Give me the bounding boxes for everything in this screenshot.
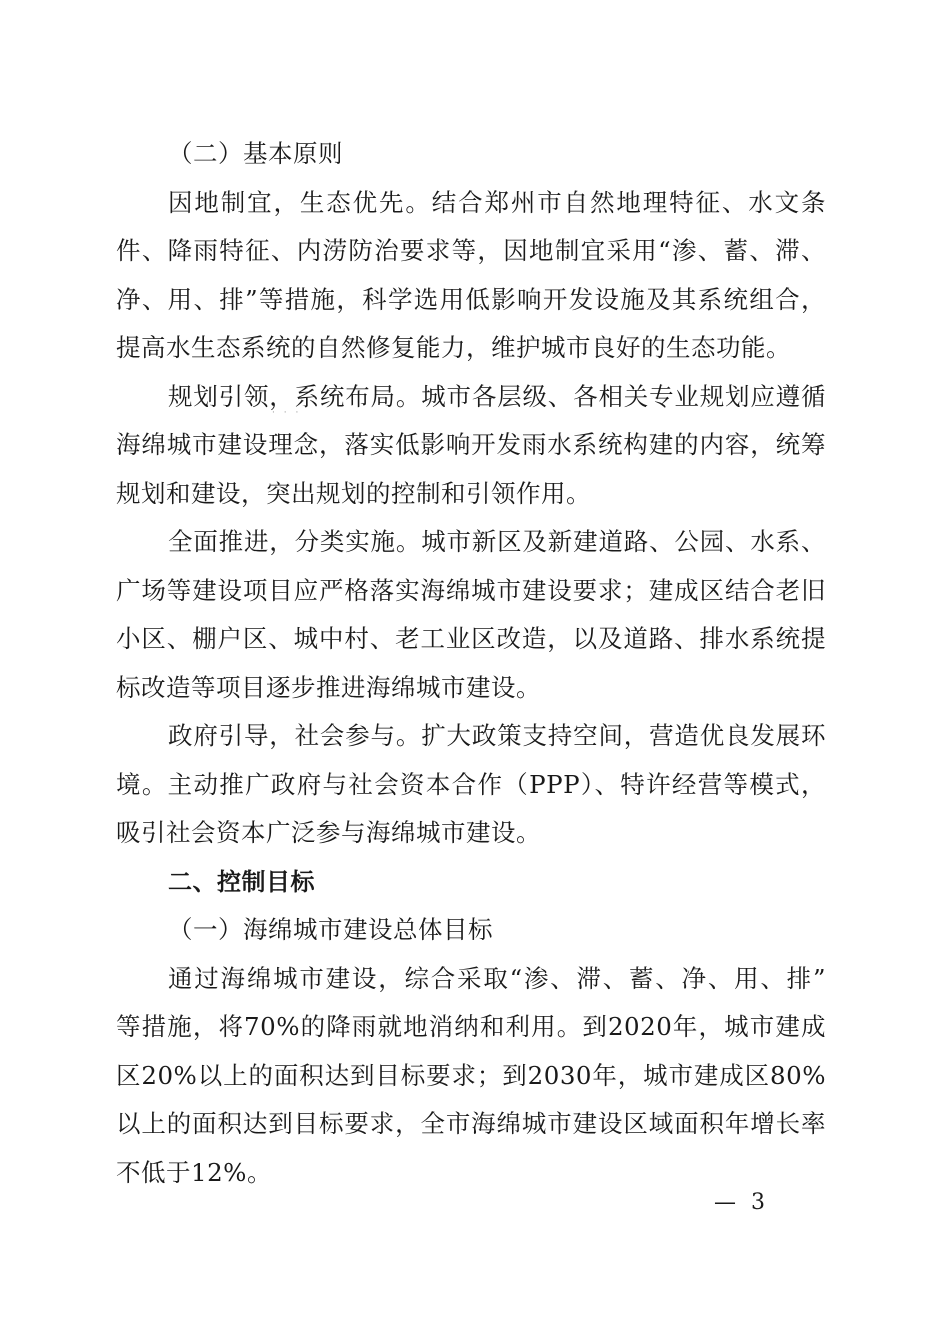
- paragraph-line: 提高水生态系统的自然修复能力，维护城市良好的生态功能。: [116, 333, 791, 362]
- paragraph-line: 不低于12%。: [116, 1157, 272, 1187]
- scan-speck-decoration: · · ·: [272, 408, 302, 418]
- paragraph-line: 以上的面积达到目标要求，全市海绵城市建设区域面积年增长率: [116, 1109, 826, 1138]
- section-heading-overall-target: （一）海绵城市建设总体目标: [168, 915, 493, 944]
- document-body: [116, 130, 826, 1197]
- chapter-heading-control-targets: 二、控制目标: [168, 867, 315, 896]
- paragraph-line: 件、降雨特征、内涝防治要求等，因地制宜采用“渗、蓄、滞、: [116, 236, 826, 265]
- section-heading-basic-principles: （二）基本原则: [168, 139, 343, 168]
- paragraph-line: 规划和建设，突出规划的控制和引领作用。: [116, 478, 591, 508]
- paragraph-line: 政府引导，社会参与。扩大政策支持空间，营造优良发展环: [168, 721, 826, 750]
- paragraph-line: 规划引领，系统布局。城市各层级、各相关专业规划应遵循: [168, 381, 826, 411]
- paragraph-line: 区20%以上的面积达到目标要求；到2030年，城市建成区80%: [116, 1060, 826, 1090]
- page-number: — 3: [714, 1190, 769, 1215]
- paragraph-line: 海绵城市建设理念，落实低影响开发雨水系统构建的内容，统筹: [116, 430, 826, 459]
- paragraph-line: 净、用、排”等措施，科学选用低影响开发设施及其系统组合，: [116, 284, 826, 314]
- paragraph-line: 广场等建设项目应严格落实海绵城市建设要求；建成区结合老旧: [116, 575, 826, 605]
- paragraph-line: 全面推进，分类实施。城市新区及新建道路、公园、水系、: [168, 527, 826, 556]
- paragraph-line: 境。主动推广政府与社会资本合作（PPP）、特许经营等模式，: [116, 769, 826, 799]
- paragraph-line: 通过海绵城市建设，综合采取“渗、滞、蓄、净、用、排”: [168, 963, 826, 993]
- paragraph-line: 吸引社会资本广泛参与海绵城市建设。: [116, 818, 541, 847]
- paragraph-line: 因地制宜，生态优先。结合郑州市自然地理特征、水文条: [168, 187, 826, 217]
- paragraph-line: 等措施，将70%的降雨就地消纳和利用。到2020年，城市建成: [116, 1012, 826, 1041]
- paragraph-line: 标改造等项目逐步推进海绵城市建设。: [116, 672, 541, 702]
- paragraph-line: 小区、棚户区、城中村、老工业区改造，以及道路、排水系统提: [116, 624, 826, 653]
